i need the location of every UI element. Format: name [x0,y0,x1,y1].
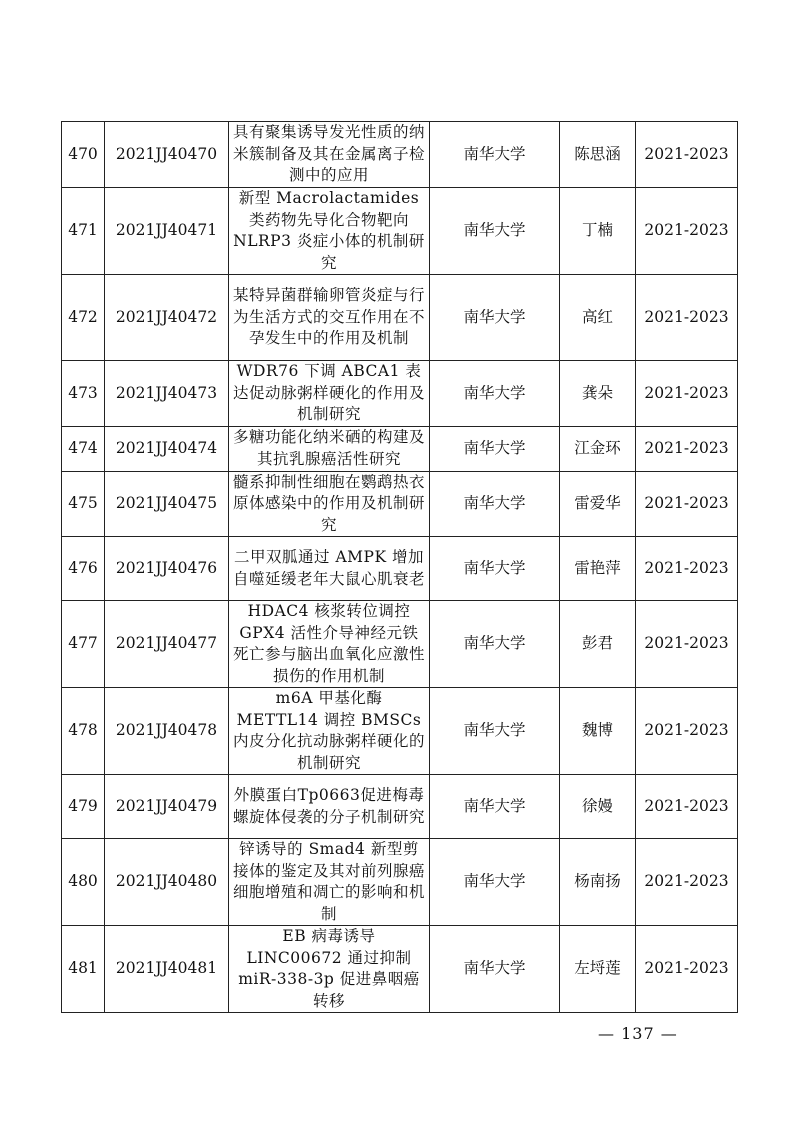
principal-investigator: 陈思涵 [560,122,636,188]
project-period: 2021-2023 [636,537,738,601]
organization: 南华大学 [430,275,560,361]
principal-investigator: 左埒莲 [560,926,636,1013]
project-period: 2021-2023 [636,926,738,1013]
row-number: 476 [62,537,105,601]
project-period: 2021-2023 [636,188,738,275]
project-title: HDAC4 核浆转位调控 GPX4 活性介导神经元铁死亡参与脑出血氧化应激性损伤的作用机制 [229,601,430,688]
organization: 南华大学 [430,601,560,688]
project-title: 具有聚集诱导发光性质的纳米簇制备及其在金属离子检测中的应用 [229,122,430,188]
project-id: 2021JJ40477 [105,601,229,688]
table-row [62,601,738,688]
project-id: 2021JJ40470 [105,122,229,188]
row-number: 472 [62,275,105,361]
table-row [62,275,738,361]
project-period: 2021-2023 [636,839,738,926]
organization: 南华大学 [430,839,560,926]
organization: 南华大学 [430,361,560,427]
project-title: 新型 Macrolactamides 类药物先导化合物靶向 NLRP3 炎症小体的机制研究 [229,188,430,275]
table-row [62,361,738,427]
project-title: m6A 甲基化酶 METTL14 调控 BMSCs 内皮分化抗动脉粥样硬化的机制研究 [229,688,430,775]
project-title: WDR76 下调 ABCA1 表达促动脉粥样硬化的作用及机制研究 [229,361,430,427]
organization: 南华大学 [430,775,560,839]
project-period: 2021-2023 [636,601,738,688]
principal-investigator: 徐嫚 [560,775,636,839]
project-id: 2021JJ40471 [105,188,229,275]
principal-investigator: 高红 [560,275,636,361]
row-number: 475 [62,471,105,537]
row-number: 480 [62,839,105,926]
project-title: 锌诱导的 Smad4 新型剪接体的鉴定及其对前列腺癌细胞增殖和凋亡的影响和机制 [229,839,430,926]
row-number: 481 [62,926,105,1013]
project-period: 2021-2023 [636,775,738,839]
principal-investigator: 江金环 [560,426,636,471]
organization: 南华大学 [430,537,560,601]
organization: 南华大学 [430,426,560,471]
table-row [62,775,738,839]
row-number: 478 [62,688,105,775]
project-period: 2021-2023 [636,688,738,775]
organization: 南华大学 [430,471,560,537]
row-number: 479 [62,775,105,839]
row-number: 470 [62,122,105,188]
project-id: 2021JJ40474 [105,426,229,471]
principal-investigator: 杨南扬 [560,839,636,926]
project-id: 2021JJ40472 [105,275,229,361]
principal-investigator: 雷爱华 [560,471,636,537]
project-title: 某特异菌群输卵管炎症与行为生活方式的交互作用在不孕发生中的作用及机制 [229,275,430,361]
project-title: 二甲双胍通过 AMPK 增加自噬延缓老年大鼠心肌衰老 [229,537,430,601]
table-row [62,122,738,188]
organization: 南华大学 [430,188,560,275]
table-row [62,839,738,926]
project-id: 2021JJ40475 [105,471,229,537]
organization: 南华大学 [430,926,560,1013]
table-row [62,537,738,601]
project-period: 2021-2023 [636,361,738,427]
organization: 南华大学 [430,688,560,775]
project-id: 2021JJ40481 [105,926,229,1013]
project-id: 2021JJ40473 [105,361,229,427]
row-number: 477 [62,601,105,688]
principal-investigator: 魏博 [560,688,636,775]
project-title: EB 病毒诱导 LINC00672 通过抑制 miR-338-3p 促进鼻咽癌转移 [229,926,430,1013]
principal-investigator: 丁楠 [560,188,636,275]
project-title: 髓系抑制性细胞在鹦鹉热衣原体感染中的作用及机制研究 [229,471,430,537]
principal-investigator: 龚朵 [560,361,636,427]
table-row [62,926,738,1013]
project-table [61,121,738,1013]
project-title: 外膜蛋白Tp0663促进梅毒螺旋体侵袭的分子机制研究 [229,775,430,839]
row-number: 474 [62,426,105,471]
row-number: 473 [62,361,105,427]
project-period: 2021-2023 [636,275,738,361]
project-period: 2021-2023 [636,122,738,188]
project-period: 2021-2023 [636,426,738,471]
table-row [62,188,738,275]
project-id: 2021JJ40476 [105,537,229,601]
page-number: — 137 — [598,1024,678,1043]
principal-investigator: 雷艳萍 [560,537,636,601]
organization: 南华大学 [430,122,560,188]
principal-investigator: 彭君 [560,601,636,688]
project-id: 2021JJ40479 [105,775,229,839]
table-row [62,688,738,775]
table-row [62,471,738,537]
table-row [62,426,738,471]
project-id: 2021JJ40480 [105,839,229,926]
project-id: 2021JJ40478 [105,688,229,775]
project-period: 2021-2023 [636,471,738,537]
project-title: 多糖功能化纳米硒的构建及其抗乳腺癌活性研究 [229,426,430,471]
row-number: 471 [62,188,105,275]
